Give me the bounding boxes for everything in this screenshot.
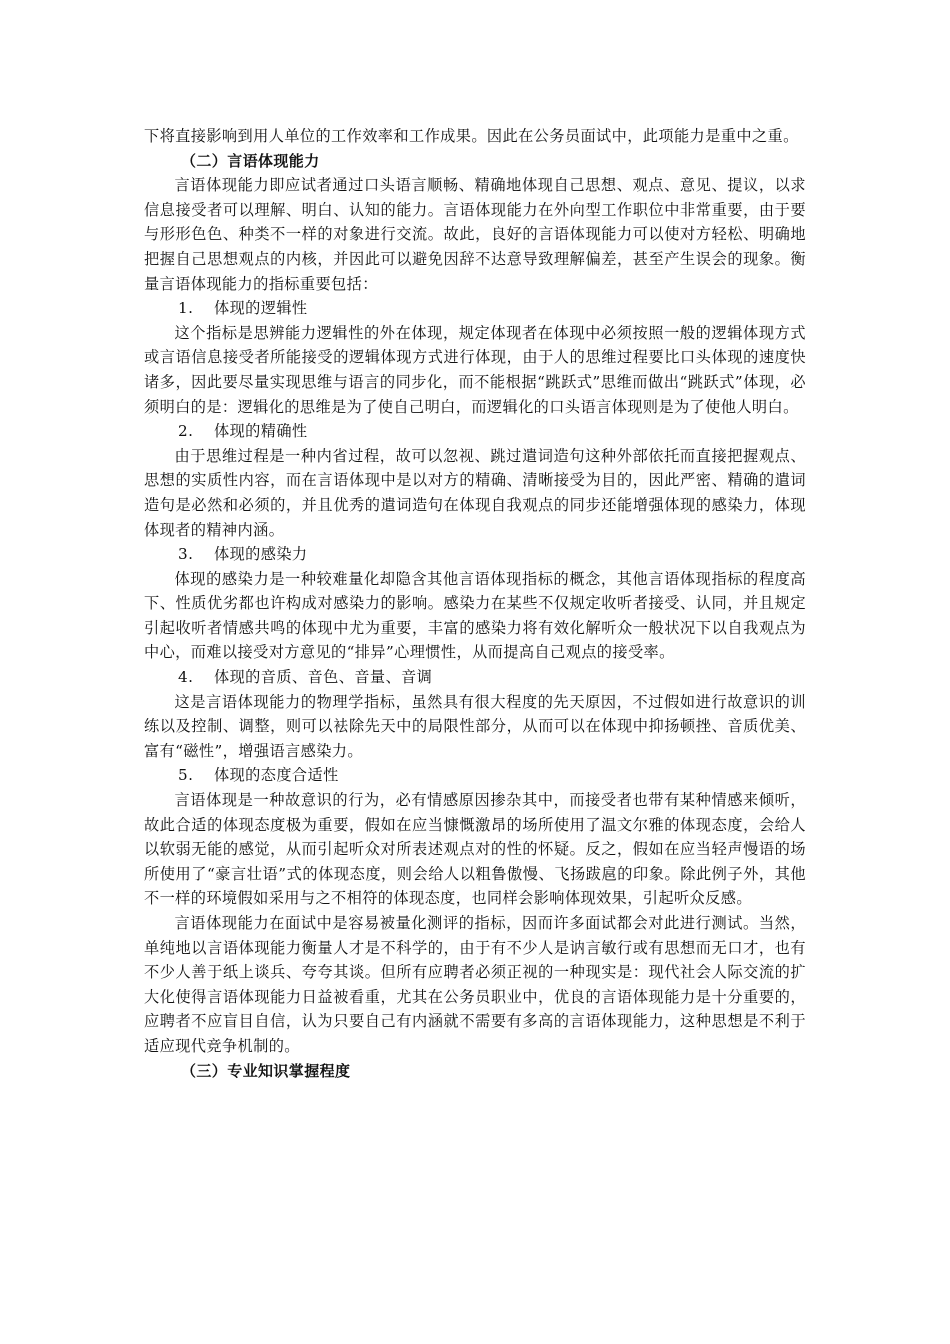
section-2-closing: 言语体现能力在面试中是容易被量化测评的指标，因而许多面试都会对此进行测试。当然，单纯地以言语体现能力衡量人才是不科学的，由于有不少人是讷言敏行或有思想而无口才，也有不少人善于纸上谈兵、夸夸其谈。但所有应聘者必须正视的一种现实是：现代社会人际交流的扩大化使得言语体现能力日益被看重，尤其在公务员职业中，优良的言语体现能力是十分重要的，应聘者不应盲目自信，认为只要自己有内涵就不需要有多高的言语体现能力，这种思想是不利于适应现代竞争机制的。 (144, 914, 806, 1055)
item-5-title: 体现的态度合适性 (214, 766, 339, 785)
intro-paragraph: 下将直接影响到用人单位的工作效率和工作成果。因此在公务员面试中，此项能力是重中之重。 (144, 127, 799, 145)
item-2-title: 体现的精确性 (214, 422, 308, 441)
section-3-heading: （三）专业知识掌握程度 (181, 1061, 351, 1080)
item-1-title: 体现的逻辑性 (214, 299, 308, 318)
item-4-text: 这是言语体现能力的物理学指标，虽然具有很大程度的先天原因，不过假如进行故意识的训练以及控制、调整，则可以袪除先天中的局限性部分，从而可以在体现中抑扬顿挫、音质优美、富有“磁性”，增强语言感染力。 (144, 692, 806, 760)
item-2-number: 2. (178, 422, 194, 441)
item-2-title-line (144, 419, 806, 444)
item-4-title-line (144, 665, 806, 690)
item-4-number: 4. (178, 668, 194, 687)
section-2-heading: （二）言语体现能力 (181, 151, 320, 170)
item-4-title: 体现的音质、音色、音量、音调 (214, 668, 433, 687)
item-5-text: 言语体现是一种故意识的行为，必有情感原因掺杂其中，而接受者也带有某种情感来倾听，故此合适的体现态度极为重要，假如在应当慷慨激昂的场所使用了温文尔雅的体现态度，会给人以软弱无能的感觉，从而引起听众对所表述观点对的性的怀疑。反之，假如在应当轻声慢语的场所使用了“豪言壮语”式的体现态度，则会给人以粗鲁傲慢、飞扬跋扈的印象。除此例子外，其他不一样的环境假如采用与之不相符的体现态度，也同样会影响体现效果，引起听众反感。 (144, 791, 806, 908)
section-2-intro: 言语体现能力即应试者通过口头语言顺畅、精确地体现自己思想、观点、意见、提议，以求信息接受者可以理解、明白、认知的能力。言语体现能力在外向型工作职位中非常重要，由于要与形形色色、种类不一样的对象进行交流。故此，良好的言语体现能力可以使对方轻松、明确地把握自己思想观点的内核，并因此可以避免因辞不达意导致理解偏差，甚至产生误会的现象。衡量言语体现能力的指标重要包括： (144, 176, 806, 293)
item-5-title-line (144, 763, 806, 788)
item-3-title-line (144, 542, 806, 567)
item-1-number: 1. (178, 299, 194, 318)
item-3-title: 体现的感染力 (214, 545, 308, 564)
item-5-number: 5. (178, 766, 194, 785)
item-3-text: 体现的感染力是一种较难量化却隐含其他言语体现指标的概念，其他言语体现指标的程度高下、性质优劣都也许构成对感染力的影响。感染力在某些不仅规定收听者接受、认同，并且规定引起收听者情感共鸣的体现中尤为重要，丰富的感染力将有效化解听众一般状况下以自我观点为中心，而难以接受对方意见的“排异”心理惯性，从而提高自己观点的接受率。 (144, 569, 806, 662)
item-1-title-line (144, 296, 806, 321)
item-1-text: 这个指标是思辨能力逻辑性的外在体现，规定体现者在体现中必须按照一般的逻辑体现方式或言语信息接受者所能接受的逻辑体现方式进行体现，由于人的思维过程要比口头体现的速度快诸多，因此要尽量实现思维与语言的同步化，而不能根据“跳跃式”思维而做出“跳跃式”体现，必须明白的是：逻辑化的思维是为了使自己明白，而逻辑化的口头语言体现则是为了使他人明白。 (144, 323, 806, 416)
item-2-text: 由于思维过程是一种内省过程，故可以忽视、跳过遣词造句这种外部依托而直接把握观点、思想的实质性内容，而在言语体现中是以对方的精确、清晰接受为目的，因此严密、精确的遣词造句是必然和必须的，并且优秀的遣词造句在体现自我观点的同步还能增强体现的感染力，体现体现者的精神内涵。 (144, 446, 806, 539)
item-3-number: 3. (178, 545, 194, 564)
document-body (144, 124, 806, 1083)
